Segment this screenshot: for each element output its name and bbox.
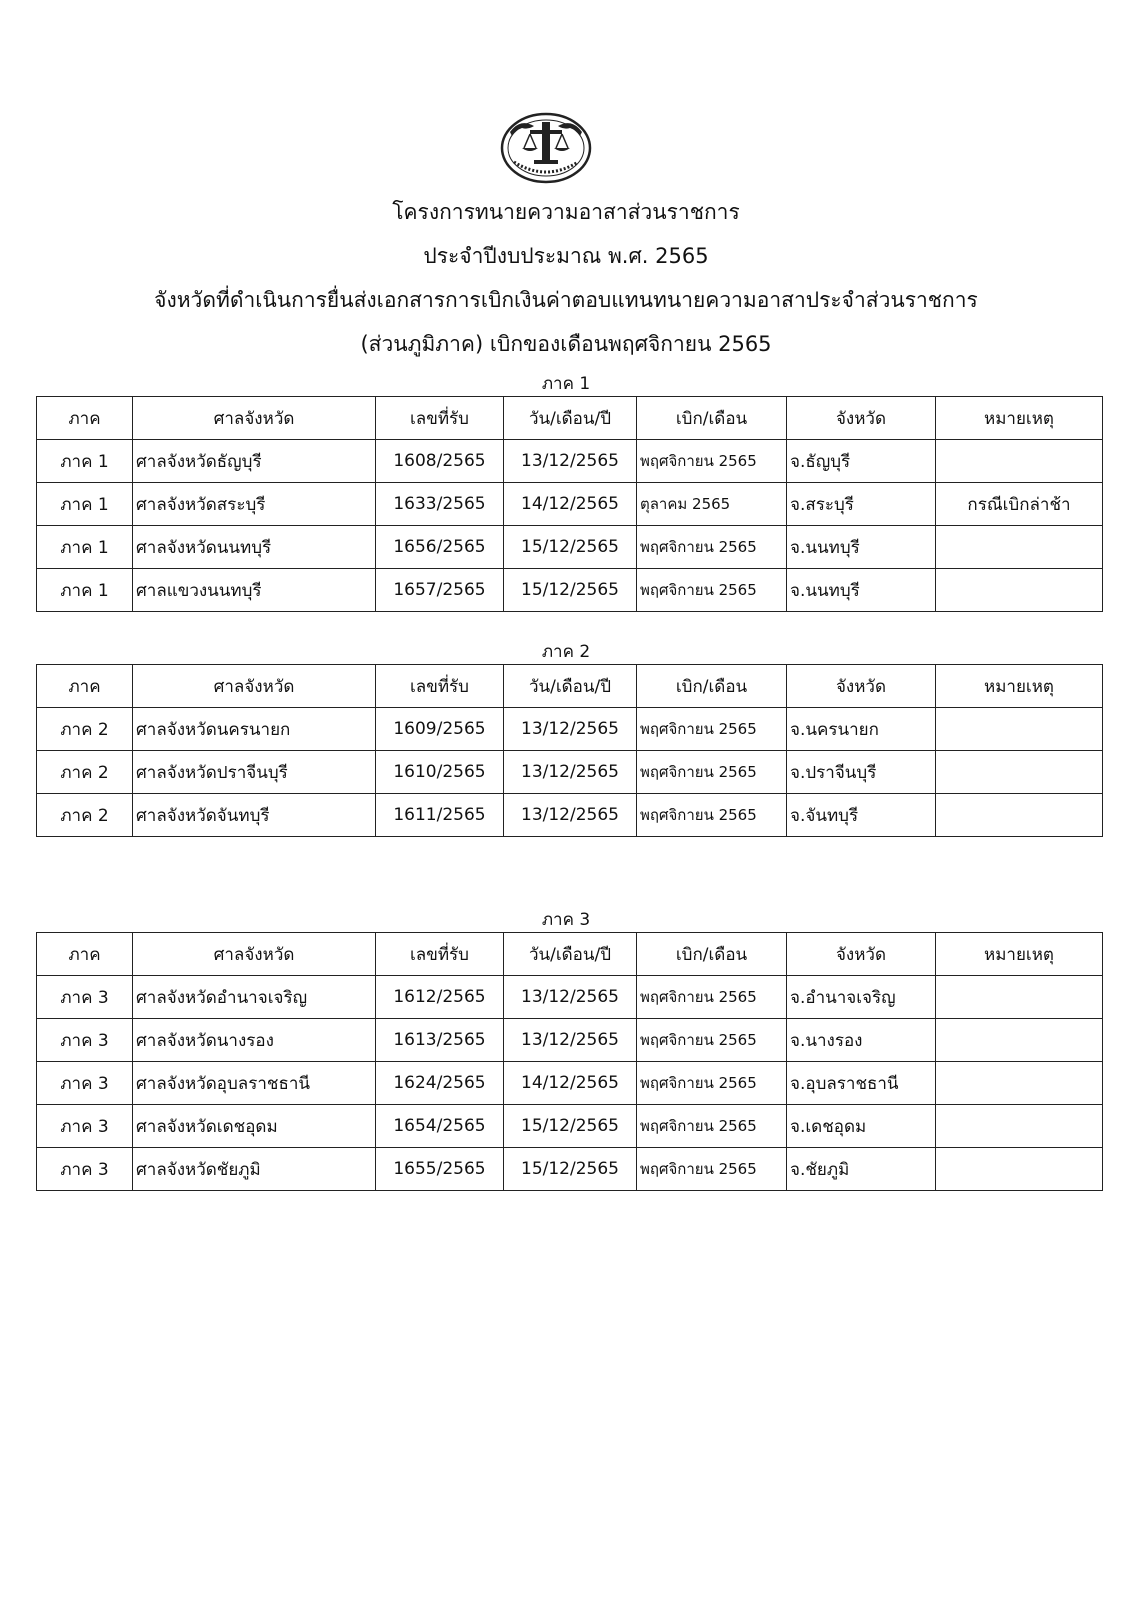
- column-header: ศาลจังหวัด: [133, 397, 376, 440]
- table-cell: พฤศจิกายน 2565: [637, 708, 787, 751]
- table-row: [37, 440, 1103, 483]
- table-cell: 15/12/2565: [504, 526, 637, 569]
- table-row: [37, 708, 1103, 751]
- table-cell: ศาลจังหวัดสระบุรี: [133, 483, 376, 526]
- table-cell: 15/12/2565: [504, 569, 637, 612]
- table-cell: [936, 1105, 1103, 1148]
- table-cell: พฤศจิกายน 2565: [637, 751, 787, 794]
- table-cell: 1657/2565: [376, 569, 504, 612]
- table-cell: 1612/2565: [376, 976, 504, 1019]
- table-cell: จ.อำนาจเจริญ: [787, 976, 936, 1019]
- table-cell: ศาลจังหวัดอำนาจเจริญ: [133, 976, 376, 1019]
- table-cell: 14/12/2565: [504, 1062, 637, 1105]
- table-cell: 1608/2565: [376, 440, 504, 483]
- title-line-1: โครงการทนายความอาสาส่วนราชการ: [392, 200, 740, 224]
- column-header: วัน/เดือน/ปี: [504, 397, 637, 440]
- table-cell: [936, 569, 1103, 612]
- column-header: ภาค: [37, 397, 133, 440]
- table-cell: พฤศจิกายน 2565: [637, 794, 787, 837]
- table-cell: ภาค 3: [37, 1019, 133, 1062]
- table-cell: จ.ชัยภูมิ: [787, 1148, 936, 1191]
- table-cell: 13/12/2565: [504, 1019, 637, 1062]
- table-cell: จ.ธัญบุรี: [787, 440, 936, 483]
- table-cell: ศาลจังหวัดจันทบุรี: [133, 794, 376, 837]
- table-cell: พฤศจิกายน 2565: [637, 569, 787, 612]
- column-header: ภาค: [37, 665, 133, 708]
- table-cell: ศาลจังหวัดปราจีนบุรี: [133, 751, 376, 794]
- column-header: หมายเหตุ: [936, 933, 1103, 976]
- column-header: เลขที่รับ: [376, 397, 504, 440]
- table-cell: 15/12/2565: [504, 1105, 637, 1148]
- table-header-row: [37, 397, 1103, 440]
- table-row: [37, 976, 1103, 1019]
- table-cell: [936, 1062, 1103, 1105]
- region-table: [36, 932, 1103, 1191]
- table-cell: ภาค 3: [37, 976, 133, 1019]
- column-header: วัน/เดือน/ปี: [504, 933, 637, 976]
- table-cell: ภาค 2: [37, 751, 133, 794]
- table-cell: พฤศจิกายน 2565: [637, 526, 787, 569]
- table-cell: [936, 708, 1103, 751]
- table-cell: จ.นางรอง: [787, 1019, 936, 1062]
- table-cell: 13/12/2565: [504, 708, 637, 751]
- table-cell: [936, 976, 1103, 1019]
- table-cell: ภาค 1: [37, 569, 133, 612]
- table-cell: 1609/2565: [376, 708, 504, 751]
- table-cell: 13/12/2565: [504, 794, 637, 837]
- table-cell: ภาค 3: [37, 1105, 133, 1148]
- table-cell: จ.ปราจีนบุรี: [787, 751, 936, 794]
- table-row: [37, 483, 1103, 526]
- table-cell: 13/12/2565: [504, 751, 637, 794]
- column-header: เลขที่รับ: [376, 665, 504, 708]
- table-cell: 14/12/2565: [504, 483, 637, 526]
- table-cell: ภาค 1: [37, 440, 133, 483]
- table-cell: [936, 794, 1103, 837]
- section-title: ภาค 2: [541, 642, 591, 662]
- table-cell: ศาลจังหวัดนครนายก: [133, 708, 376, 751]
- table-header-row: [37, 665, 1103, 708]
- table-cell: จ.เดชอุดม: [787, 1105, 936, 1148]
- table-cell: จ.นนทบุรี: [787, 526, 936, 569]
- table-cell: ศาลจังหวัดนนทบุรี: [133, 526, 376, 569]
- table-cell: จ.นครนายก: [787, 708, 936, 751]
- table-cell: ภาค 1: [37, 483, 133, 526]
- table-cell: 15/12/2565: [504, 1148, 637, 1191]
- table-row: [37, 1062, 1103, 1105]
- table-row: [37, 751, 1103, 794]
- table-row: [37, 569, 1103, 612]
- table-cell: จ.สระบุรี: [787, 483, 936, 526]
- table-cell: 13/12/2565: [504, 440, 637, 483]
- title-line-2: ประจำปีงบประมาณ พ.ศ. 2565: [423, 244, 709, 268]
- table-cell: ภาค 3: [37, 1148, 133, 1191]
- table-row: [37, 1019, 1103, 1062]
- table-cell: พฤศจิกายน 2565: [637, 440, 787, 483]
- table-cell: พฤศจิกายน 2565: [637, 1062, 787, 1105]
- table-cell: 1633/2565: [376, 483, 504, 526]
- table-cell: 1656/2565: [376, 526, 504, 569]
- table-cell: [936, 1148, 1103, 1191]
- table-cell: [936, 751, 1103, 794]
- region-table: [36, 664, 1103, 837]
- column-header: ศาลจังหวัด: [133, 933, 376, 976]
- column-header: หมายเหตุ: [936, 397, 1103, 440]
- table-cell: ภาค 1: [37, 526, 133, 569]
- column-header: เลขที่รับ: [376, 933, 504, 976]
- table-cell: ภาค 3: [37, 1062, 133, 1105]
- table-row: [37, 794, 1103, 837]
- column-header: จังหวัด: [787, 933, 936, 976]
- section-title: ภาค 1: [541, 374, 591, 394]
- table-header-row: [37, 933, 1103, 976]
- office-seal-logo: [500, 112, 592, 184]
- column-header: เบิก/เดือน: [637, 397, 787, 440]
- table-cell: ศาลจังหวัดเดชอุดม: [133, 1105, 376, 1148]
- column-header: จังหวัด: [787, 397, 936, 440]
- table-cell: [936, 526, 1103, 569]
- table-cell: พฤศจิกายน 2565: [637, 976, 787, 1019]
- table-cell: [936, 1019, 1103, 1062]
- table-row: [37, 1148, 1103, 1191]
- table-cell: ศาลจังหวัดธัญบุรี: [133, 440, 376, 483]
- column-header: หมายเหตุ: [936, 665, 1103, 708]
- table-cell: จ.จันทบุรี: [787, 794, 936, 837]
- table-cell: [936, 440, 1103, 483]
- table-cell: ศาลจังหวัดนางรอง: [133, 1019, 376, 1062]
- table-cell: ตุลาคม 2565: [637, 483, 787, 526]
- table-cell: ศาลแขวงนนทบุรี: [133, 569, 376, 612]
- column-header: ศาลจังหวัด: [133, 665, 376, 708]
- table-cell: 1610/2565: [376, 751, 504, 794]
- table-cell: กรณีเบิกล่าช้า: [936, 483, 1103, 526]
- table-row: [37, 1105, 1103, 1148]
- table-cell: ศาลจังหวัดชัยภูมิ: [133, 1148, 376, 1191]
- table-cell: 1611/2565: [376, 794, 504, 837]
- column-header: จังหวัด: [787, 665, 936, 708]
- column-header: วัน/เดือน/ปี: [504, 665, 637, 708]
- table-cell: 1654/2565: [376, 1105, 504, 1148]
- section-title: ภาค 3: [541, 910, 591, 930]
- table-cell: พฤศจิกายน 2565: [637, 1105, 787, 1148]
- table-cell: พฤศจิกายน 2565: [637, 1148, 787, 1191]
- region-table: [36, 396, 1103, 612]
- title-line-4: (ส่วนภูมิภาค) เบิกของเดือนพฤศจิกายน 2565: [360, 332, 772, 356]
- title-line-3: จังหวัดที่ดำเนินการยื่นส่งเอกสารการเบิกเงินค่าตอบแทนทนายความอาสาประจำส่วนราชการ: [154, 288, 978, 312]
- column-header: เบิก/เดือน: [637, 665, 787, 708]
- table-cell: 1655/2565: [376, 1148, 504, 1191]
- column-header: ภาค: [37, 933, 133, 976]
- table-cell: พฤศจิกายน 2565: [637, 1019, 787, 1062]
- table-row: [37, 526, 1103, 569]
- table-cell: ภาค 2: [37, 794, 133, 837]
- table-cell: 1624/2565: [376, 1062, 504, 1105]
- column-header: เบิก/เดือน: [637, 933, 787, 976]
- table-cell: จ.นนทบุรี: [787, 569, 936, 612]
- table-cell: ศาลจังหวัดอุบลราชธานี: [133, 1062, 376, 1105]
- table-cell: ภาค 2: [37, 708, 133, 751]
- table-cell: 1613/2565: [376, 1019, 504, 1062]
- table-cell: 13/12/2565: [504, 976, 637, 1019]
- table-cell: จ.อุบลราชธานี: [787, 1062, 936, 1105]
